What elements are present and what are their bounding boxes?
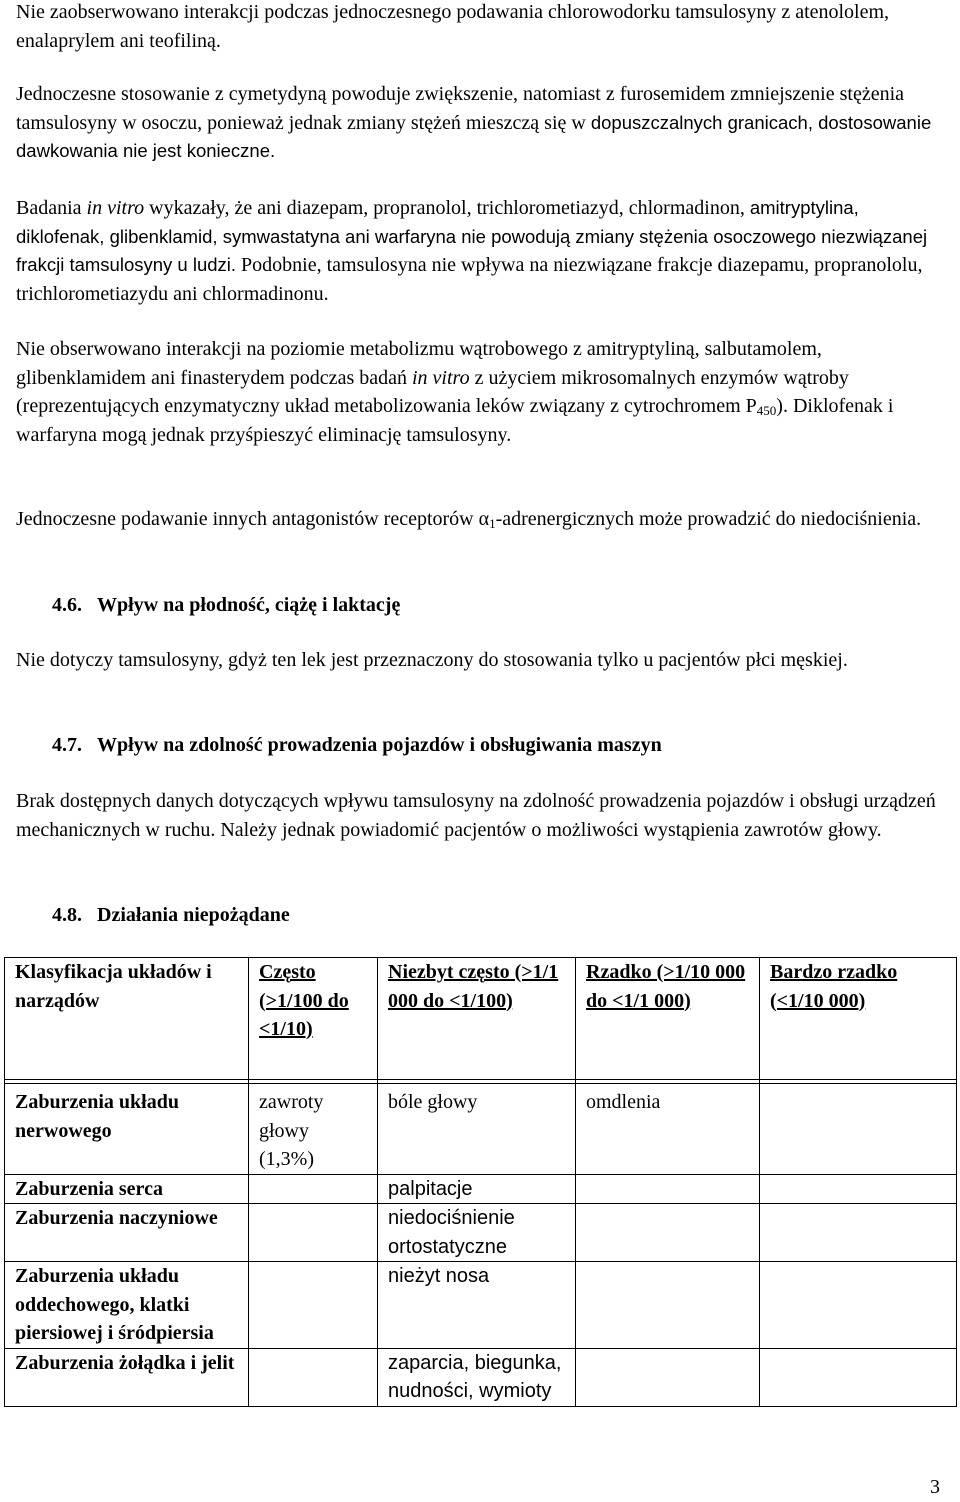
- header-rare: Rzadko (>1/10 000 do <1/1 000): [576, 958, 760, 1080]
- table-cell: bóle głowy: [378, 1084, 576, 1175]
- row-label: Zaburzenia układu oddechowego, klatki piersiowej i śródpiersia: [5, 1262, 249, 1349]
- section-number: 4.8.: [52, 904, 82, 926]
- table-cell: [760, 1262, 957, 1349]
- table-cell: [760, 1348, 957, 1406]
- paragraph-hepatic-metabolism: [16, 335, 944, 449]
- header-very-rare: Bardzo rzadko (<1/10 000): [760, 958, 957, 1080]
- table-cell: [760, 1084, 957, 1175]
- table-cell: [576, 1262, 760, 1349]
- section-number: 4.6.: [52, 594, 82, 616]
- text-segment: -adrenergicznych może prowadzić do niedociśnienia.: [495, 508, 922, 530]
- section-title: Działania niepożądane: [97, 904, 290, 926]
- paragraph-fertility: Nie dotyczy tamsulosyny, gdyż ten lek jest przeznaczony do stosowania tylko u pacjentów płci męskiej.: [16, 649, 848, 671]
- section-heading-4-8: [52, 901, 290, 930]
- paragraph-alpha-antagonists: [16, 505, 944, 534]
- section-title: Wpływ na płodność, ciążę i laktację: [97, 594, 401, 616]
- row-label: Zaburzenia układu nerwowego: [5, 1084, 249, 1175]
- paragraph-interactions-atenolol: Nie zaobserwowano interakcji podczas jednoczesnego podawania chlorowodorku tamsulosyny z atenololem, enalaprylem ani teofiliną.: [16, 1, 890, 52]
- text-segment: dopuszczalnych granicach, dostosowanie dawkowania nie jest konieczne.: [16, 111, 932, 161]
- table-cell: [760, 1204, 957, 1262]
- paragraph-driving: Brak dostępnych danych dotyczących wpływu tamsulosyny na zdolność prowadzenia pojazdów i obsługi urządzeń mechanicznych w ruchu. Należy jednak powiadomić pacjentów o możliwości wystąpienia zawrotów głowy.: [16, 790, 936, 841]
- row-label: Zaburzenia naczyniowe: [5, 1204, 249, 1262]
- section-heading-4-7: [52, 731, 662, 760]
- header-classification: Klasyfikacja układów i narządów: [5, 958, 249, 1080]
- text-segment: Jednoczesne stosowanie z cymetydyną powoduje zwiększenie, natomiast z furosemidem zmniejszenie stężenia tamsulosyny w osoczu, ponieważ jednak zmiany stężeń mieszczą się w: [16, 83, 905, 134]
- table-row: [5, 1174, 957, 1204]
- section-number: 4.7.: [52, 734, 82, 756]
- section-title: Wpływ na zdolność prowadzenia pojazdów i obsługiwania maszyn: [97, 734, 662, 756]
- table-cell: niedociśnienie ortostatyczne: [378, 1204, 576, 1262]
- paragraph-in-vitro-studies: [16, 194, 944, 308]
- text-segment: Jednoczesne podawanie innych antagonistów receptorów α: [16, 508, 490, 530]
- table-header-row: [5, 958, 957, 1080]
- table-row: [5, 1348, 957, 1406]
- table-cell: omdlenia: [576, 1084, 760, 1175]
- italic-text: in vitro: [86, 197, 145, 219]
- text-segment: ). Diklofenak i warfaryna mogą jednak przyśpieszyć eliminację tamsulosyny.: [16, 395, 894, 446]
- row-label: Zaburzenia serca: [5, 1174, 249, 1204]
- header-uncommon: Niezbyt często (>1/1 000 do <1/100): [378, 958, 576, 1080]
- subscript: 450: [756, 403, 777, 418]
- text-segment: amitryptylina, diklofenak, glibenklamid, symwastatyna ani warfaryna nie powodują zmiany stężenia osoczowego niezwiązanej frakcji tamsulosyny u ludzi.: [16, 197, 928, 275]
- table-row: [5, 1204, 957, 1262]
- table-cell: zaparcia, biegunka, nudności, wymioty: [378, 1348, 576, 1406]
- page-number: 3: [930, 1476, 940, 1498]
- table-cell: [249, 1262, 378, 1349]
- table-row: [5, 1084, 957, 1175]
- text-segment: z użyciem mikrosomalnych enzymów wątroby (reprezentujących enzymatyczny układ metabolizowania leków związany z cytrochromem P: [16, 366, 849, 417]
- table-cell: nieżyt nosa: [378, 1262, 576, 1349]
- text-segment: Badania: [16, 197, 87, 219]
- adverse-effects-table: [4, 957, 957, 1407]
- table-cell: [760, 1174, 957, 1204]
- table-cell: [249, 1348, 378, 1406]
- row-label: Zaburzenia żołądka i jelit: [5, 1348, 249, 1406]
- table-cell: [576, 1174, 760, 1204]
- text-segment: Nie obserwowano interakcji na poziomie metabolizmu wątrobowego z amitryptyliną, salbutamolem, glibenklamidem ani finasterydem podczas badań: [16, 338, 822, 389]
- table-cell: [249, 1174, 378, 1204]
- text-segment: wykazały, że ani diazepam, propranolol, trichlorometiazyd, chlormadinon,: [144, 197, 750, 219]
- header-common: Często (>1/100 do <1/10): [249, 958, 378, 1080]
- table-cell: zawroty głowy (1,3%): [249, 1084, 378, 1175]
- italic-text: in vitro: [411, 366, 470, 389]
- table-row: [5, 1262, 957, 1349]
- table-cell: palpitacje: [378, 1174, 576, 1204]
- table-cell: [249, 1204, 378, 1262]
- table-cell: [576, 1348, 760, 1406]
- paragraph-interactions-cimetidine: [16, 80, 944, 166]
- subscript: 1: [489, 516, 496, 531]
- table-cell: [576, 1204, 760, 1262]
- text-segment: Podobnie, tamsulosyna nie wpływa na niezwiązane frakcje diazepamu, propranololu, trichlorometiazydu ani chlormadinonu.: [16, 254, 923, 305]
- section-heading-4-6: [52, 591, 400, 620]
